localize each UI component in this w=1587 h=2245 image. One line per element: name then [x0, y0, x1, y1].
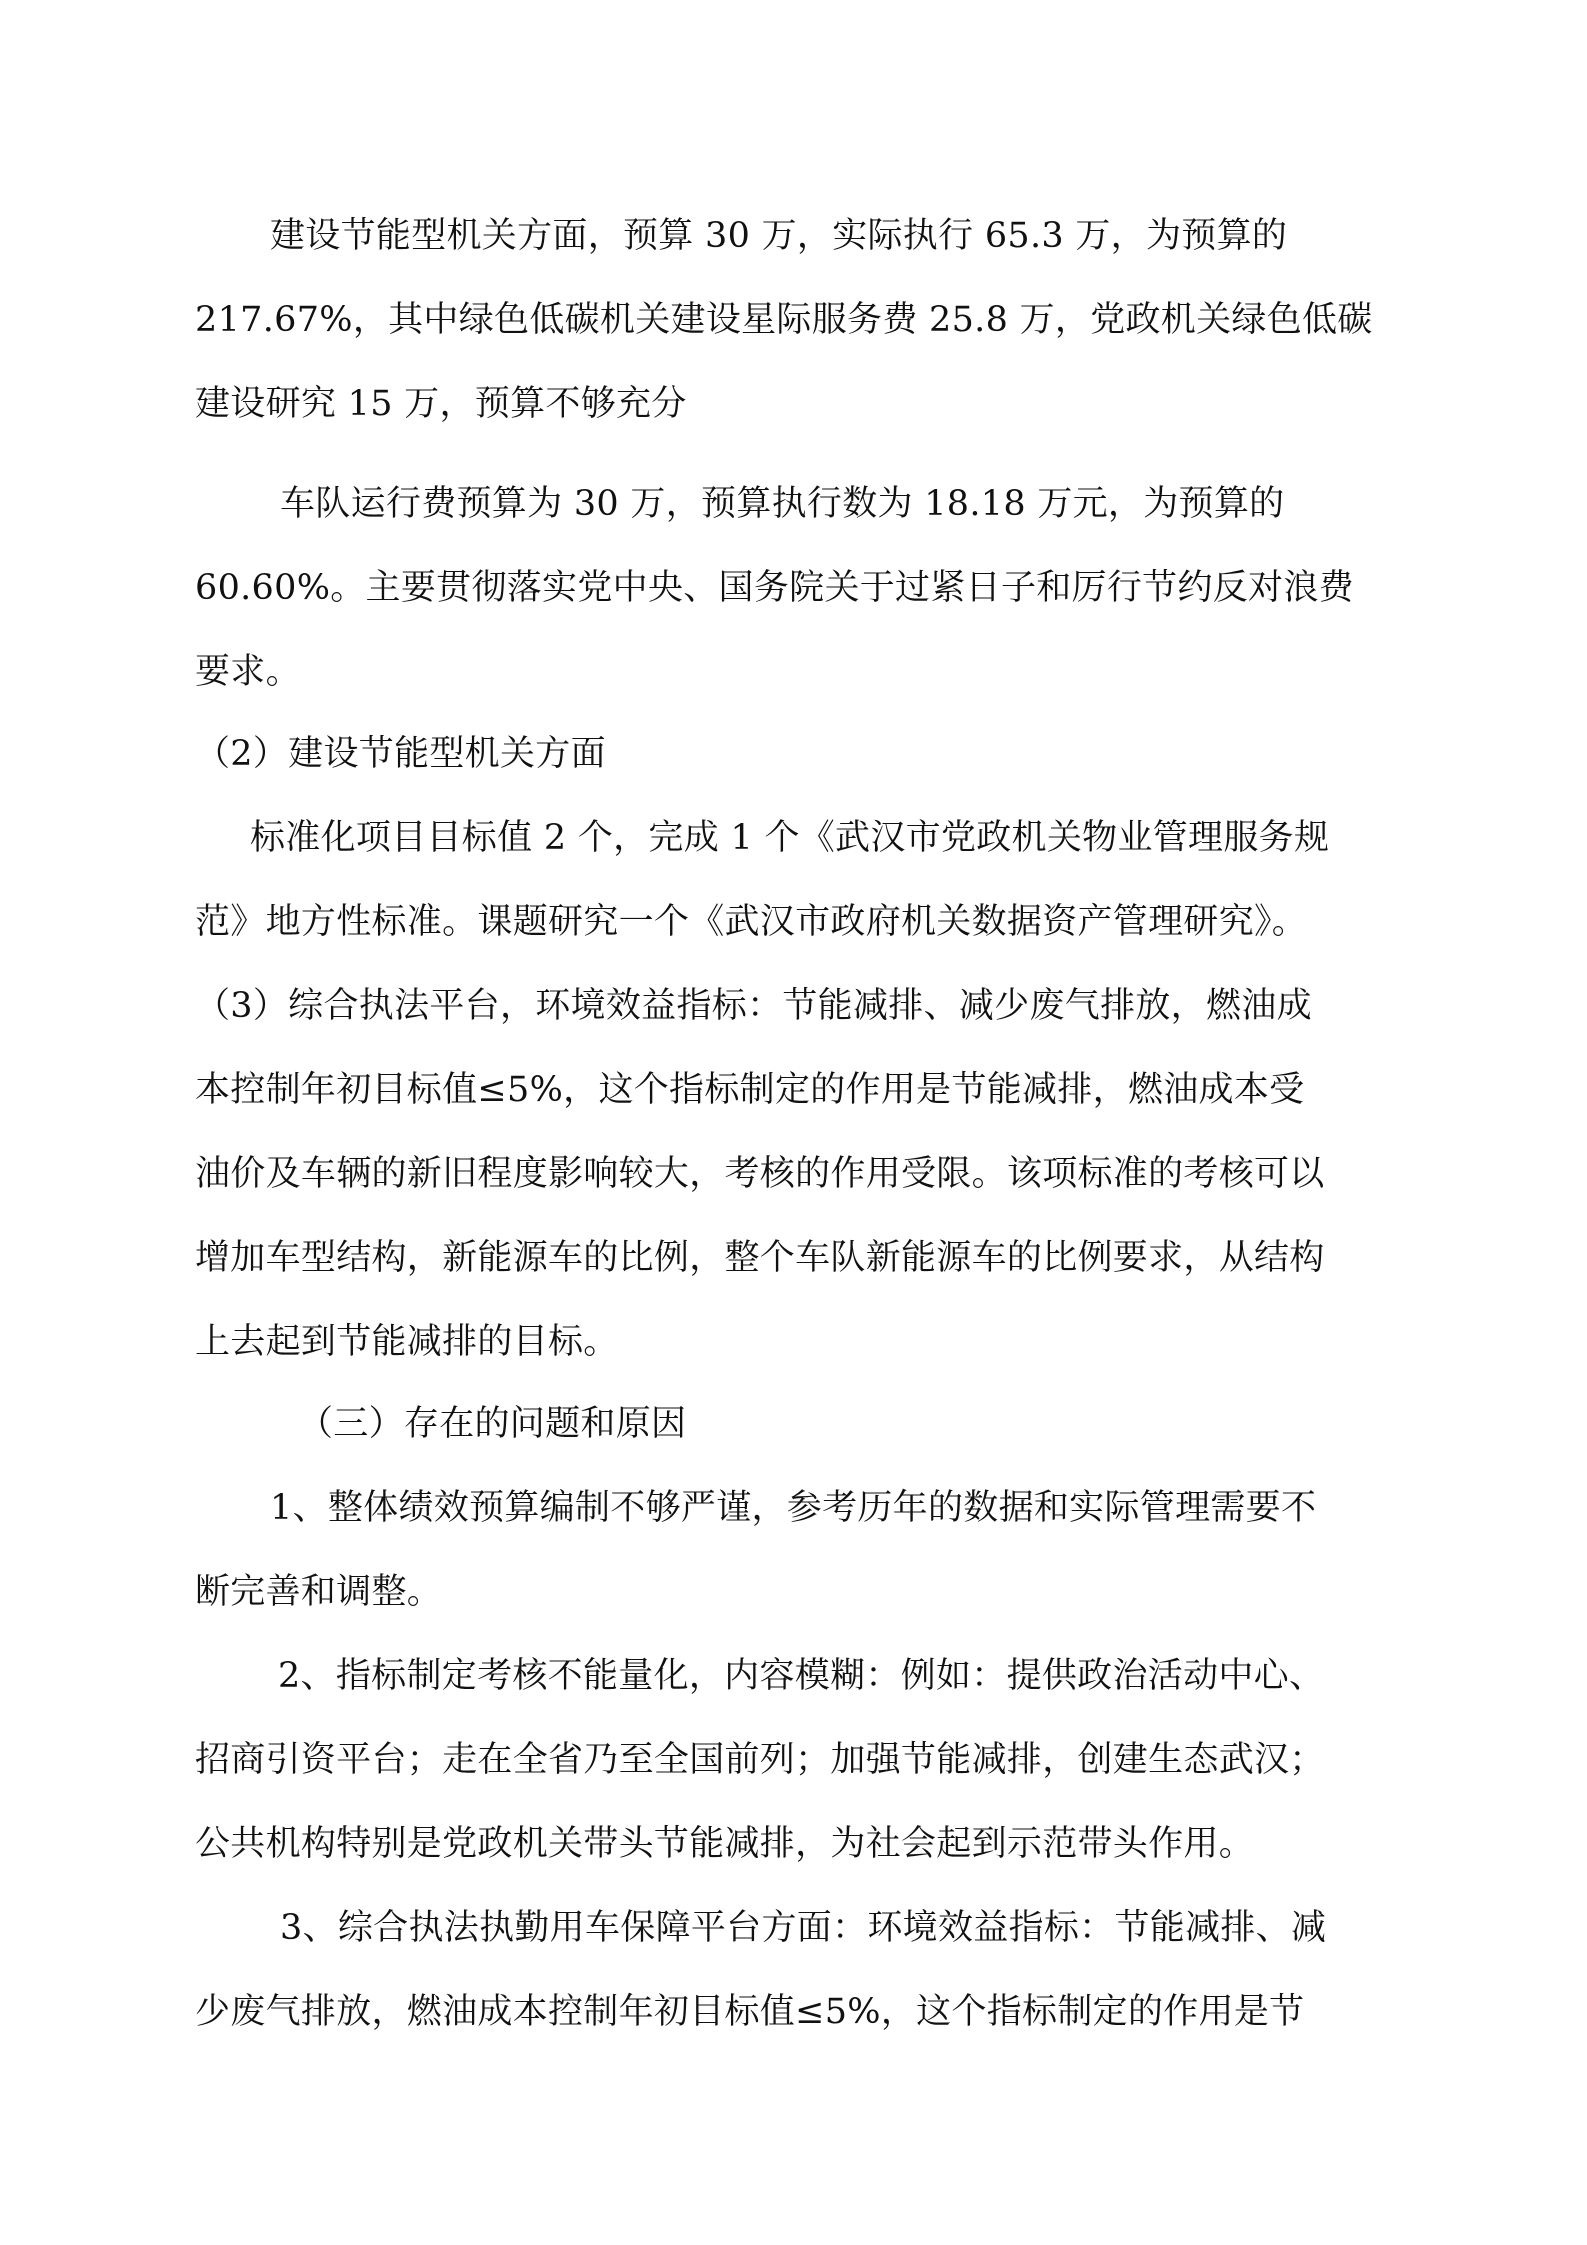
section-heading: （2）建设节能型机关方面: [195, 734, 606, 774]
text-line: 车队运行费预算为 30 万，预算执行数为 18.18 万元，为预算的: [280, 484, 1285, 524]
text-line: 要求。: [195, 652, 301, 692]
text-line: （3）综合执法平台，环境效益指标：节能减排、减少废气排放，燃油成: [195, 986, 1312, 1026]
text-line: 60.60%。主要贯彻落实党中央、国务院关于过紧日子和厉行节约反对浪费: [195, 568, 1354, 608]
text-line: 2、指标制定考核不能量化，内容模糊：例如：提供政治活动中心、: [278, 1656, 1325, 1696]
section-heading: （三）存在的问题和原因: [298, 1404, 687, 1444]
text-line: 增加车型结构，新能源车的比例，整个车队新能源车的比例要求，从结构: [195, 1238, 1325, 1278]
text-line: 本控制年初目标值≤5%，这个指标制定的作用是节能减排，燃油成本受: [195, 1070, 1305, 1110]
text-line: 断完善和调整。: [195, 1572, 443, 1612]
text-line: 标准化项目目标值 2 个，完成 1 个《武汉市党政机关物业管理服务规: [250, 818, 1330, 858]
text-line: 上去起到节能减排的目标。: [195, 1322, 619, 1362]
text-line: 217.67%，其中绿色低碳机关建设星际服务费 25.8 万，党政机关绿色低碳: [195, 300, 1373, 340]
text-line: 建设节能型机关方面，预算 30 万，实际执行 65.3 万，为预算的: [270, 216, 1288, 256]
text-line: 3、综合执法执勤用车保障平台方面：环境效益指标：节能减排、减: [280, 1908, 1327, 1948]
text-line: 油价及车辆的新旧程度影响较大，考核的作用受限。该项标准的考核可以: [195, 1154, 1325, 1194]
text-line: 少废气排放，燃油成本控制年初目标值≤5%，这个指标制定的作用是节: [195, 1992, 1305, 2032]
text-line: 建设研究 15 万，预算不够充分: [195, 384, 687, 424]
text-line: 范》地方性标准。课题研究一个《武汉市政府机关数据资产管理研究》。: [195, 902, 1308, 942]
text-line: 公共机构特别是党政机关带头节能减排，为社会起到示范带头作用。: [195, 1824, 1255, 1864]
text-line: 1、整体绩效预算编制不够严谨，参考历年的数据和实际管理需要不: [270, 1488, 1317, 1528]
text-line: 招商引资平台；走在全省乃至全国前列；加强节能减排，创建生态武汉；: [195, 1740, 1325, 1780]
